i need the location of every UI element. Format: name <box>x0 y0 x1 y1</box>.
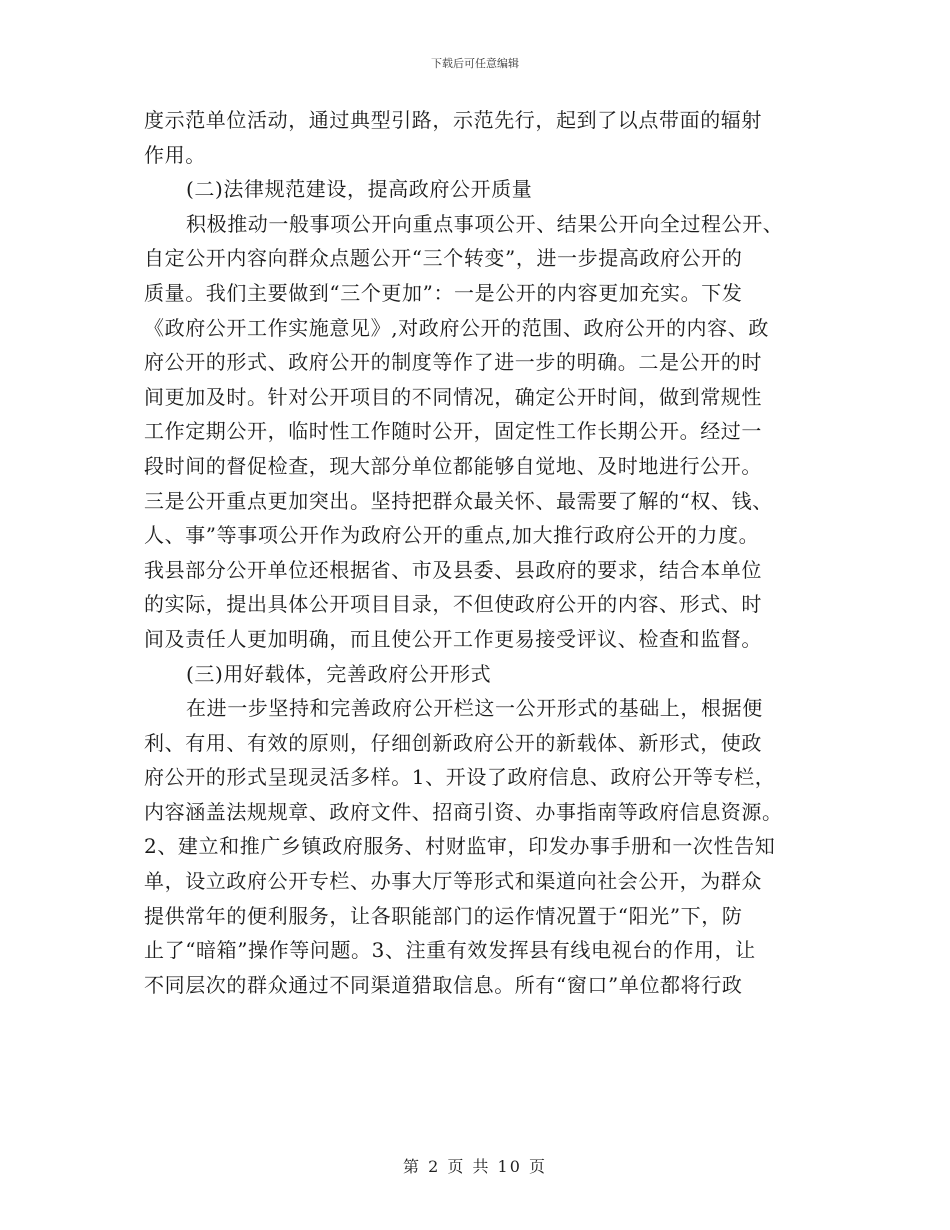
text-line: 质量。我们主要做到“三个更加”：一是公开的内容更加充实。下发 <box>144 280 743 305</box>
text-line: 内容涵盖法规规章、政府文件、招商引资、办事指南等政府信息资源。 <box>144 799 783 824</box>
section-heading: (二)法律规范建设，提高政府公开质量 <box>186 177 533 202</box>
text-line: 的实际，提出具体公开项目目录，不但使政府公开的内容、形式、时 <box>144 592 762 617</box>
text-line: 《政府公开工作实施意见》,对政府公开的范围、政府公开的内容、政 <box>144 315 769 340</box>
text-line: 我县部分公开单位还根据省、市及县委、县政府的要求，结合本单位 <box>144 557 762 582</box>
text-line: 人、事”等事项公开作为政府公开的重点,加大推行政府公开的力度。 <box>144 523 760 548</box>
text-line: 2、建立和推广乡镇政府服务、村财监审，印发办事手册和一次性告知 <box>144 834 776 859</box>
text-line: 自定公开内容向群众点题公开“三个转变”，进一步提高政府公开的 <box>144 246 743 271</box>
text-line: 工作定期公开，临时性工作随时公开，固定性工作长期公开。经过一 <box>144 419 762 444</box>
paragraph-first-line: 积极推动一般事项公开向重点事项公开、结果公开向全过程公开、 <box>186 211 784 236</box>
section-heading: (三)用好载体，完善政府公开形式 <box>186 661 492 686</box>
text-line: 不同层次的群众通过不同渠道猎取信息。所有“窗口”单位都将行政 <box>144 972 743 997</box>
text-line: 单，设立政府公开专栏、办事大厅等形式和渠道向社会公开，为群众 <box>144 869 762 894</box>
text-line: 三是公开重点更加突出。坚持把群众最关怀、最需要了解的“权、钱、 <box>144 488 773 513</box>
text-line: 度示范单位活动，通过典型引路，示范先行，起到了以点带面的辐射 <box>144 108 762 132</box>
text-line: 利、有用、有效的原则，仔细创新政府公开的新载体、新形式，使政 <box>144 730 762 755</box>
document-body <box>144 103 804 1002</box>
page-header: 下载后可任意编辑 <box>431 57 519 70</box>
text-line: 作用。 <box>144 142 206 167</box>
text-line: 提供常年的便利服务，让各职能部门的运作情况置于“阳光”下，防 <box>144 903 743 928</box>
text-line: 间及责任人更加明确，而且使公开工作更易接受评议、检查和监督。 <box>144 626 762 651</box>
page-footer: 第 2 页 共 10 页 <box>403 1157 547 1176</box>
text-line: 止了“暗箱”操作等问题。3、注重有效发挥县有线电视台的作用，让 <box>144 938 756 963</box>
text-line: 段时间的督促检查，现大部分单位都能够自觉地、及时地进行公开。 <box>144 453 762 478</box>
paragraph-first-line: 在进一步坚持和完善政府公开栏这一公开形式的基础上，根据便 <box>186 696 763 721</box>
text-line: 府公开的形式、政府公开的制度等作了进一步的明确。二是公开的时 <box>144 350 762 375</box>
text-line: 府公开的形式呈现灵活多样。1、开设了政府信息、政府公开等专栏， <box>144 765 776 790</box>
text-line: 间更加及时。针对公开项目的不同情况，确定公开时间，做到常规性 <box>144 384 762 409</box>
